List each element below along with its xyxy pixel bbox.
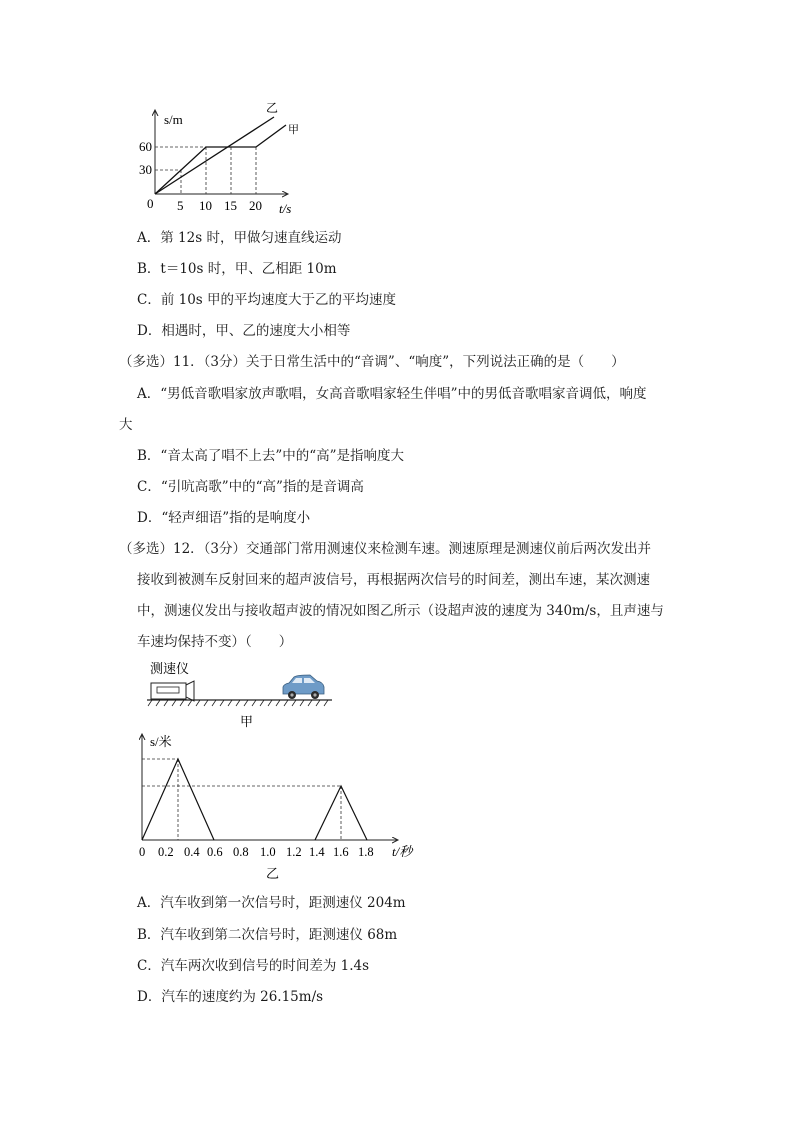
q12-option-c: C．汽车两次收到信号的时间差为 1.4s bbox=[137, 958, 370, 974]
q12-stem-line2: 接收到被测车反射回来的超声波信号，再根据两次信号的时间差，测出车速，某次测速 bbox=[137, 572, 650, 588]
q10-option-b: B．t＝10s 时，甲、乙相距 10m bbox=[137, 261, 337, 277]
q12-tick-0.6: 0.6 bbox=[207, 845, 223, 859]
q10-label-yi: 乙 bbox=[266, 101, 279, 115]
q12-tick-0.4: 0.4 bbox=[184, 845, 200, 859]
q10-label-jia: 甲 bbox=[288, 124, 299, 136]
q12-stem-line3: 中，测速仪发出与接收超声波的情况如图乙所示（设超声波的速度为 340m/s，且声速与 bbox=[137, 603, 664, 619]
q12-option-d: D．汽车的速度约为 26.15m/s bbox=[137, 989, 324, 1005]
q12-tick-0.2: 0.2 bbox=[158, 845, 174, 859]
speed-meter-icon bbox=[151, 681, 194, 701]
q12-tick-0.8: 0.8 bbox=[233, 845, 249, 859]
ground-hatching bbox=[148, 700, 328, 706]
car-icon bbox=[283, 675, 324, 699]
q11-option-c: C．“引吭高歌”中的“高”指的是音调高 bbox=[137, 479, 364, 495]
q12-stem-line1: （多选）12．（3分）交通部门常用测速仪来检测车速。测速原理是测速仪前后两次发出并 bbox=[119, 541, 652, 557]
q10-option-a: A．第 12s 时，甲做匀速直线运动 bbox=[137, 230, 342, 246]
q12-option-a: A．汽车收到第一次信号时，距测速仪 204m bbox=[137, 895, 406, 911]
q10-st-graph bbox=[138, 98, 313, 220]
q10-option-c: C．前 10s 甲的平均速度大于乙的平均速度 bbox=[137, 292, 397, 308]
q11-option-a-line2: 大 bbox=[119, 417, 133, 433]
q12-option-b: B．汽车收到第二次信号时，距测速仪 68m bbox=[137, 927, 398, 943]
q10-y-axis-label: s/m bbox=[164, 112, 183, 127]
q12-figure-jia bbox=[142, 656, 342, 736]
q10-tick-15: 15 bbox=[224, 198, 237, 213]
q11-stem: （多选）11．（3分）关于日常生活中的“音调”、“响度”，下列说法正确的是（ ） bbox=[119, 354, 625, 370]
q10-x-axis-label: t/s bbox=[279, 201, 292, 216]
q12-tick-0: 0 bbox=[139, 845, 146, 859]
q11-option-a-line1: A．“男低音歌唱家放声歌唱，女高音歌唱家轻生伴唱”中的男低音歌唱家音调低，响度 bbox=[137, 386, 647, 402]
q12-figure-yi bbox=[130, 728, 430, 888]
q12-tick-1.8: 1.8 bbox=[358, 845, 374, 859]
q12-tick-1.0: 1.0 bbox=[260, 845, 276, 859]
q12-x-axis-label: t/秒 bbox=[392, 844, 413, 859]
q10-tick-5: 5 bbox=[177, 198, 184, 213]
figure-jia-caption: 甲 bbox=[240, 714, 254, 729]
q12-tick-1.2: 1.2 bbox=[286, 845, 302, 859]
q10-option-d: D．相遇时，甲、乙的速度大小相等 bbox=[137, 323, 351, 339]
q10-tick-10: 10 bbox=[199, 198, 212, 213]
q10-tick-20: 20 bbox=[249, 198, 262, 213]
figure-yi-caption: 乙 bbox=[266, 866, 280, 881]
q11-option-b: B．“音太高了唱不上去”中的“高”是指响度大 bbox=[137, 448, 405, 464]
q12-tick-1.4: 1.4 bbox=[309, 845, 325, 859]
q10-tick-60: 60 bbox=[139, 139, 152, 154]
q12-y-axis-label: s/米 bbox=[150, 734, 172, 749]
q10-line-jia bbox=[155, 125, 286, 194]
q12-stem-line4: 车速均保持不变）（ ） bbox=[137, 634, 293, 650]
device-label: 测速仪 bbox=[150, 661, 190, 676]
q11-option-d: D．“轻声细语”指的是响度小 bbox=[137, 510, 311, 526]
q10-tick-30: 30 bbox=[139, 162, 152, 177]
q10-origin: 0 bbox=[147, 196, 154, 211]
q12-tick-1.6: 1.6 bbox=[333, 845, 349, 859]
